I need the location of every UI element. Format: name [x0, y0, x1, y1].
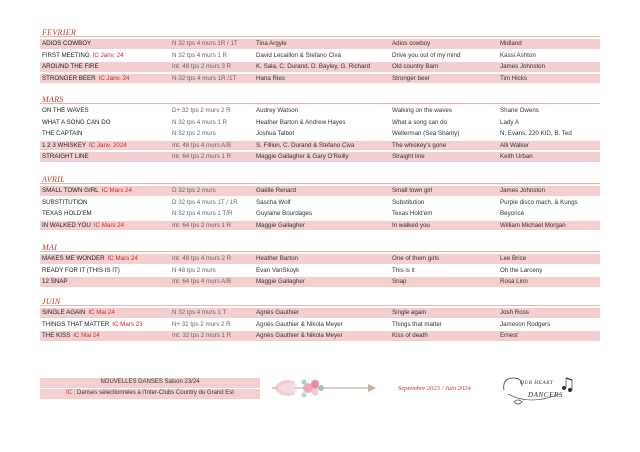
song-title: Single again [392, 309, 427, 316]
artist-name: Beyoncé [500, 210, 525, 218]
step-count: N 32 tps 4 murs 1R / 1T [172, 40, 238, 47]
dance-title [42, 186, 132, 196]
song-title: What a song can do [392, 118, 448, 126]
ic-badge: IC Mai 24 [88, 309, 115, 316]
song-title: Stronger beer [392, 74, 430, 82]
dance-row [40, 209, 600, 219]
step-count: N 32 tps 2 murs [172, 130, 216, 138]
legend-ic-note [40, 389, 260, 399]
song-title: Kiss of death [392, 332, 428, 340]
dance-row [40, 331, 600, 341]
step-count: N 32 tps 4 murs 1 T [172, 309, 227, 316]
dance-title [42, 209, 92, 219]
choreographer: Evan VanSkoyk [256, 266, 300, 274]
feather-arrow-decoration [268, 368, 376, 408]
month-label-juin: JUIN [42, 297, 61, 306]
dance-title [42, 254, 138, 264]
choreographer: Heather Barton & Andrew Hayes [256, 118, 346, 126]
choreographer: Agnès Gauthier [256, 309, 299, 316]
dance-name: AROUND THE FIRE [42, 63, 99, 71]
logo-word-heart: OUR HEART [520, 380, 554, 386]
dance-row [40, 221, 600, 231]
dance-row [40, 118, 600, 128]
ic-badge: IC Janv. 2024 [89, 141, 127, 149]
artist-name: Lady A [500, 118, 519, 126]
song-title: Adios cowboy [392, 40, 431, 47]
month-divider [40, 251, 600, 252]
step-count: D 32 tps 4 murs 1T / 1R [172, 198, 238, 206]
step-count: N-32 tps 4 murs 1R /1T [172, 74, 237, 82]
dance-name: SUBSTITUTION [42, 198, 88, 206]
step-count: Int. 48 tps 2 murs 3 R [172, 63, 232, 71]
ic-badge: IC Mars 23 [112, 320, 143, 328]
step-count: Int. 64 tps 4 murs A/B [172, 278, 232, 286]
song-title: Texas Hold'em [392, 210, 433, 218]
ic-badge: IC Mars 24 [93, 221, 125, 229]
dance-row [40, 320, 600, 330]
artist-name: Rosa Linn [500, 278, 528, 286]
artist-name: William Michael Morgan [500, 221, 566, 229]
artist-name: Shane Owens [500, 107, 539, 114]
logo-word-dancers: DANCERS [528, 391, 563, 399]
dance-name: 1 2 3 WHISKEY [42, 141, 87, 149]
month-divider [40, 103, 600, 104]
month-label-fevrier: FEVRIER [42, 28, 77, 37]
step-count: D 32 tps 2 murs [172, 187, 216, 194]
artist-name: Keith Urban [500, 153, 533, 161]
song-title: Wellerman (Sea Shanty) [392, 130, 460, 138]
artist-name: N. Evans, 220 KID, B. Ted [500, 130, 572, 138]
ic-badge: IC Mars 24 [101, 187, 132, 194]
dance-name: SINGLE AGAIN [42, 309, 86, 316]
dance-title [42, 51, 124, 61]
song-title: In walked you [392, 221, 430, 229]
song-title: Snap [392, 278, 407, 286]
step-count: N 32 tps 4 murs 1 R [172, 51, 228, 59]
dance-name: WHAT A SONG CAN DO [42, 118, 111, 126]
dance-title [42, 221, 124, 231]
choreographer: K. Sala, C. Durand, D. Bayley, G. Richard [256, 63, 371, 71]
dance-row [40, 266, 600, 276]
song-title: Old country Barn [392, 63, 439, 71]
dance-title [42, 106, 89, 116]
step-count: Int. 64 tps 2 murs 1 R [172, 153, 232, 161]
choreographer: David Lecaillon & Stefano Civa [256, 51, 341, 59]
dance-name: TEXAS HOLD'EM [42, 210, 92, 218]
dance-name: THINGS THAT MATTER [42, 320, 110, 328]
dance-title [42, 308, 115, 318]
choreographer: Agnès Gauthier & Nikola Meyer [256, 320, 343, 328]
dance-row [40, 254, 600, 264]
dance-name: ON THE WAVES [42, 107, 89, 114]
artist-name: Midland [500, 40, 522, 47]
dance-name: MAKES ME WONDER [42, 255, 105, 262]
dance-row [40, 277, 600, 287]
dance-title [42, 39, 91, 49]
artist-name: Lee Brice [500, 255, 527, 262]
dance-name: THE KISS [42, 332, 71, 340]
step-count: N+ 32 tps 2 murs 2 R [172, 320, 231, 328]
dance-title [42, 266, 120, 276]
dance-name: THE CAPTAIN [42, 130, 83, 138]
dancers-logo [500, 372, 596, 410]
dance-row [40, 62, 600, 72]
choreographer: Maggie Gallagher & Gary O'Reilly [256, 153, 349, 161]
legend-ic-text: : Danses sélectionnées à l'Inter-Clubs Country du Grand Est [72, 390, 234, 396]
dance-name: SMALL TOWN GIRL [42, 187, 99, 194]
month-divider [40, 305, 600, 306]
dance-title [42, 198, 87, 208]
dance-title [42, 62, 99, 72]
dance-row [40, 129, 600, 139]
dance-title [42, 320, 143, 330]
choreographer: Audrey Watson [256, 107, 299, 114]
choreographer: Hana Ries [256, 74, 285, 82]
artist-name: Oh the Larceny [500, 266, 543, 274]
dance-row [40, 152, 600, 162]
ic-badge: IC Janv. 24 [98, 74, 130, 82]
artist-name: Purple disco mach. & Kungs [500, 198, 578, 206]
dance-row [40, 106, 600, 116]
step-count: N 32 tps 4 murs 1 T/R [172, 210, 233, 218]
artist-name: Jameson Rodgers [500, 320, 551, 328]
artist-name: Kassi Ashton [500, 51, 536, 59]
dance-name: READY FOR IT (THIS IS IT) [42, 266, 120, 274]
dance-row [40, 198, 600, 208]
song-title: Things that matter [392, 320, 442, 328]
step-count: Int. 64 tps 2 murs 1 R [172, 221, 232, 229]
dance-row [40, 74, 600, 84]
choreographer: Joshua Talbot [256, 130, 295, 138]
choreographer: Guylaine Bourdages [256, 210, 313, 218]
step-count: N 32 tps 4 murs 1 R [172, 118, 228, 126]
choreographer: Sascha Wolf [256, 198, 291, 206]
choreographer: Heather Barton [256, 255, 298, 262]
dance-title [42, 118, 111, 128]
dance-title [42, 129, 82, 139]
artist-name: Tim Hicks [500, 74, 527, 82]
step-count: D+ 32 tps 2 murs 2 R [172, 107, 231, 114]
dance-title [42, 331, 100, 341]
choreographer: Tina Argyle [256, 40, 287, 47]
song-title: The whiskey's gone [392, 141, 447, 149]
artist-name: James Johnston [500, 187, 546, 194]
dance-title [42, 74, 129, 84]
ic-badge: IC Janv. 24 [92, 51, 124, 59]
month-label-mai: MAI [42, 243, 58, 252]
dance-row [40, 51, 600, 61]
song-title: This is it [392, 266, 415, 274]
season-period: Septembre 2023 / Juin 2024 [398, 385, 471, 392]
month-divider [40, 183, 600, 184]
dance-title [42, 141, 127, 151]
dance-name: 12 SNAP [42, 278, 68, 286]
dance-name: STRONGER BEER [42, 74, 96, 82]
month-divider [40, 36, 600, 37]
choreographer: S. Fillion, C. Durand & Stefano Civa [256, 141, 355, 149]
ic-badge: IC Mars 24 [107, 255, 138, 262]
dance-row [40, 308, 600, 318]
dance-name: FIRST MEETING [42, 51, 90, 59]
choreographer: Maggie Gallagher [256, 278, 305, 286]
choreographer: Agnès Gauthier & Nikola Meyer [256, 332, 343, 340]
artist-name: Ernest [500, 332, 518, 340]
song-title: Small town girl [392, 187, 433, 194]
dance-row [40, 186, 600, 196]
month-label-avril: AVRIL [42, 175, 65, 184]
dance-row [40, 39, 600, 49]
artist-name: Alli Walker [500, 141, 529, 149]
dance-name: ADIOS COWBOY [42, 40, 92, 47]
dance-row [40, 141, 600, 151]
dance-title [42, 152, 89, 162]
dance-name: IN WALKED YOU [42, 221, 91, 229]
song-title: Walking on the waves [392, 107, 452, 114]
legend-ic-label: IC [66, 390, 73, 396]
legend-title: NOUVELLES DANSES Saison 23/24 [100, 379, 200, 385]
choreographer: Gaëlle Renard [256, 187, 296, 194]
step-count: N 48 tps 2 murs [172, 266, 216, 274]
song-title: Straight line [392, 153, 425, 161]
choreographer: Maggie Gallagher [256, 221, 305, 229]
dance-name: STRAIGHT LINE [42, 153, 89, 161]
ic-badge: IC Mai 24 [73, 332, 100, 340]
dance-title [42, 277, 67, 287]
month-label-mars: MARS [42, 95, 64, 104]
step-count: Int. 48 tps 4 murs A/B [172, 141, 232, 149]
legend-new-dances [40, 378, 260, 388]
artist-name: Josh Ross [500, 309, 529, 316]
song-title: Substitution [392, 198, 425, 206]
song-title: One of them girls [392, 255, 440, 262]
step-count: Int. 32 tps 2 murs 1 R [172, 332, 232, 340]
step-count: Int. 48 tps 4 murs 2 R [172, 255, 232, 262]
song-title: Drive you out of my mind [392, 51, 461, 59]
artist-name: James Johnston [500, 63, 546, 71]
